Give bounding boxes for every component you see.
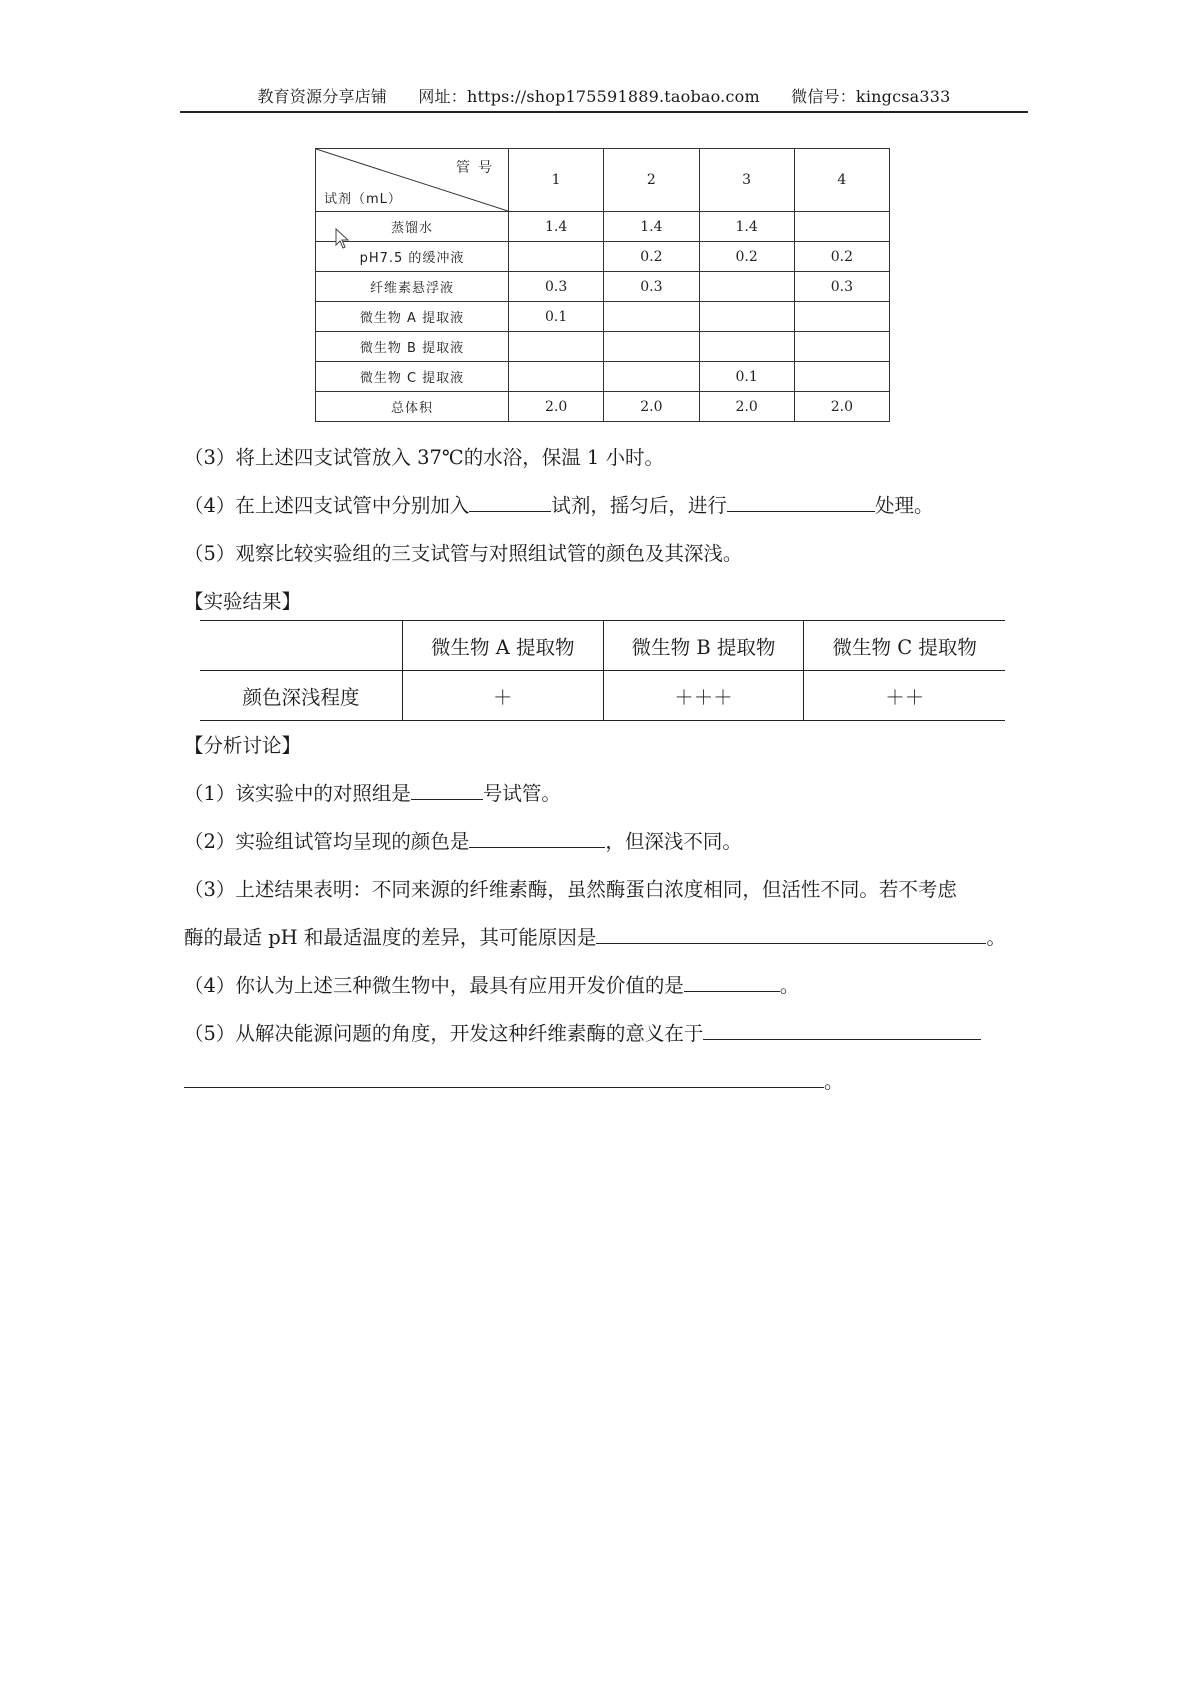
table-row bbox=[316, 332, 890, 362]
table-cell bbox=[604, 302, 699, 332]
table-cell: 0.2 bbox=[794, 242, 889, 272]
step-4 bbox=[184, 490, 933, 518]
row-label: pH7.5 的缓冲液 bbox=[316, 242, 509, 272]
answer-blank[interactable] bbox=[703, 1019, 981, 1040]
question-3-line-1: （3）上述结果表明：不同来源的纤维素酶，虽然酶蛋白浓度相同，但活性不同。若不考虑 bbox=[184, 878, 957, 901]
header-rule bbox=[180, 111, 1028, 113]
page-header bbox=[180, 84, 1028, 112]
question-1-text-a: （1）该实验中的对照组是 bbox=[184, 782, 411, 805]
table-cell: ＋＋ bbox=[804, 671, 1005, 721]
corner-bottom-label: 试剂（mL） bbox=[324, 192, 402, 207]
table-cell bbox=[699, 332, 794, 362]
table-cell: ＋ bbox=[403, 671, 604, 721]
table-cell: 1.4 bbox=[604, 212, 699, 242]
question-3-line-2 bbox=[184, 922, 1006, 950]
answer-blank[interactable] bbox=[469, 491, 551, 512]
table-cell: 0.3 bbox=[604, 272, 699, 302]
tube-header: 1 bbox=[509, 149, 604, 212]
table-cell: 0.1 bbox=[699, 362, 794, 392]
table-cell: 0.2 bbox=[604, 242, 699, 272]
question-4-text-b: 。 bbox=[779, 974, 800, 997]
question-4-text-a: （4）你认为上述三种微生物中，最具有应用开发价值的是 bbox=[184, 974, 684, 997]
table-row bbox=[200, 621, 1005, 671]
table-row bbox=[316, 302, 890, 332]
table-cell bbox=[509, 332, 604, 362]
answer-blank[interactable] bbox=[411, 779, 483, 800]
table-corner bbox=[316, 149, 509, 212]
question-5 bbox=[184, 1018, 981, 1046]
table-cell: 0.1 bbox=[509, 302, 604, 332]
row-label: 颜色深浅程度 bbox=[200, 671, 403, 721]
step-4-text-a: （4）在上述四支试管中分别加入 bbox=[184, 494, 470, 517]
tube-header: 3 bbox=[699, 149, 794, 212]
question-3-text-c: 。 bbox=[986, 926, 1006, 949]
table-cell bbox=[509, 242, 604, 272]
answer-blank[interactable] bbox=[469, 827, 605, 848]
row-label: 微生物 B 提取液 bbox=[316, 332, 509, 362]
table-cell: ＋＋＋ bbox=[603, 671, 804, 721]
table-cell: 2.0 bbox=[794, 392, 889, 422]
table-cell: 1.4 bbox=[699, 212, 794, 242]
question-3-text-b: 酶的最适 pH 和最适温度的差异，其可能原因是 bbox=[184, 926, 597, 949]
table-cell: 1.4 bbox=[509, 212, 604, 242]
answer-blank[interactable] bbox=[727, 491, 875, 512]
question-1-text-b: 号试管。 bbox=[482, 782, 561, 805]
table-cell bbox=[604, 362, 699, 392]
answer-blank[interactable] bbox=[184, 1067, 824, 1088]
column-header: 微生物 A 提取物 bbox=[403, 621, 604, 671]
table-row bbox=[316, 212, 890, 242]
step-3: （3）将上述四支试管放入 37℃的水浴，保温 1 小时。 bbox=[184, 446, 665, 469]
results-corner bbox=[200, 621, 403, 671]
step-4-text-b: 试剂，摇匀后，进行 bbox=[551, 494, 727, 517]
table-row bbox=[200, 671, 1005, 721]
step-5: （5）观察比较实验组的三支试管与对照组试管的颜色及其深浅。 bbox=[184, 542, 743, 565]
question-2 bbox=[184, 826, 742, 854]
table-cell bbox=[699, 272, 794, 302]
table-cell bbox=[509, 362, 604, 392]
table-cell: 2.0 bbox=[604, 392, 699, 422]
corner-top-label: 管号 bbox=[456, 160, 500, 176]
row-label: 蒸馏水 bbox=[316, 212, 509, 242]
cursor-arrow-icon bbox=[335, 228, 351, 250]
table-row bbox=[316, 392, 890, 422]
tube-header: 4 bbox=[794, 149, 889, 212]
table-cell: 2.0 bbox=[509, 392, 604, 422]
question-2-text-b: ，但深浅不同。 bbox=[605, 830, 742, 853]
table-cell bbox=[794, 332, 889, 362]
header-site: 网址：https://shop175591889.taobao.com bbox=[418, 87, 760, 106]
table-cell bbox=[604, 332, 699, 362]
answer-blank[interactable] bbox=[684, 971, 780, 992]
table-cell: 0.3 bbox=[794, 272, 889, 302]
column-header: 微生物 B 提取物 bbox=[603, 621, 804, 671]
question-5-text-a: （5）从解决能源问题的角度，开发这种纤维素酶的意义在于 bbox=[184, 1022, 704, 1045]
table-cell bbox=[794, 212, 889, 242]
table-cell bbox=[794, 302, 889, 332]
header-wechat: 微信号：kingcsa333 bbox=[791, 87, 951, 106]
tube-header: 2 bbox=[604, 149, 699, 212]
table-cell bbox=[699, 302, 794, 332]
question-1 bbox=[184, 778, 561, 806]
step-4-text-c: 处理。 bbox=[874, 494, 934, 517]
table-row bbox=[316, 362, 890, 392]
column-header: 微生物 C 提取物 bbox=[804, 621, 1005, 671]
row-label: 纤维素悬浮液 bbox=[316, 272, 509, 302]
row-label: 微生物 C 提取液 bbox=[316, 362, 509, 392]
results-table bbox=[200, 620, 1005, 721]
answer-blank[interactable] bbox=[596, 923, 986, 944]
table-cell: 2.0 bbox=[699, 392, 794, 422]
table-cell bbox=[794, 362, 889, 392]
results-heading: 【实验结果】 bbox=[184, 590, 302, 613]
table-row bbox=[316, 272, 890, 302]
row-label: 微生物 A 提取液 bbox=[316, 302, 509, 332]
reagent-table bbox=[315, 148, 890, 422]
question-5-text-b: 。 bbox=[824, 1070, 844, 1093]
row-label: 总体积 bbox=[316, 392, 509, 422]
discussion-heading: 【分析讨论】 bbox=[184, 734, 302, 757]
table-cell: 0.3 bbox=[509, 272, 604, 302]
question-4 bbox=[184, 970, 799, 998]
header-shop: 教育资源分享店铺 bbox=[257, 87, 388, 106]
table-row bbox=[316, 242, 890, 272]
table-cell: 0.2 bbox=[699, 242, 794, 272]
question-5-continuation bbox=[184, 1066, 844, 1094]
question-2-text-a: （2）实验组试管均呈现的颜色是 bbox=[184, 830, 470, 853]
